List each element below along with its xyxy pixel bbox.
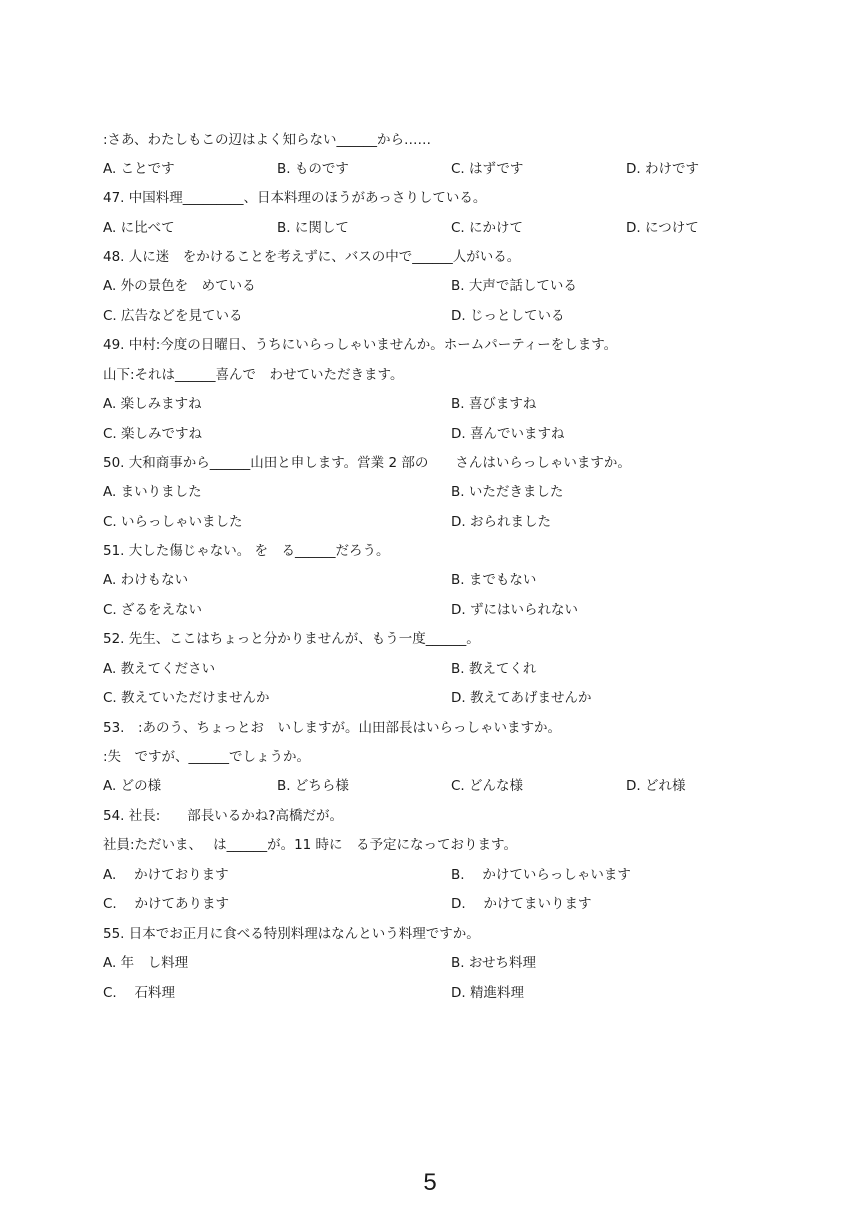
- q46-option-b: B. ものです: [277, 161, 349, 177]
- q47-option-b: B. に関して: [277, 220, 349, 236]
- q46-option-d: D. わけです: [626, 161, 699, 177]
- question-49-reply: 山下:それは______喜んで わせていただきます。: [103, 367, 404, 383]
- question-52: 52. 先生、ここはちょっと分かりませんが、もう一度______。: [103, 631, 480, 647]
- q46-option-c: C. はずです: [451, 161, 524, 177]
- q48-option-b: B. 大声で話している: [451, 278, 577, 294]
- q49-option-d: D. 喜んでいますね: [451, 426, 565, 442]
- q51-option-d: D. ずにはいられない: [451, 602, 578, 618]
- q55-option-a: A. 年 し料理: [103, 955, 189, 971]
- q49-option-a: A. 楽しみますね: [103, 396, 202, 412]
- q50-option-b: B. いただきました: [451, 484, 564, 500]
- q55-option-b: B. おせち料理: [451, 955, 536, 971]
- page-number: 5: [423, 1169, 437, 1196]
- q52-option-d: D. 教えてあげませんか: [451, 690, 592, 706]
- question-46-reply: :さあ、わたしもこの辺はよく知らない______から……: [103, 132, 432, 148]
- q54-option-d: D. かけてまいります: [451, 896, 592, 912]
- question-53: 53. :あのう、ちょっとお いしますが。山田部長はいらっしゃいますか。: [103, 720, 562, 736]
- question-51: 51. 大した傷じゃない。 を る______だろう。: [103, 543, 390, 559]
- q52-option-a: A. 教えてください: [103, 661, 216, 677]
- q48-option-c: C. 広告などを見ている: [103, 308, 243, 324]
- q48-option-d: D. じっとしている: [451, 308, 565, 324]
- q46-option-a: A. ことです: [103, 161, 175, 177]
- q51-option-b: B. までもない: [451, 572, 537, 588]
- q55-option-d: D. 精進料理: [451, 985, 524, 1001]
- q53-option-c: C. どんな様: [451, 778, 524, 794]
- question-53-reply: :失 ですが、______でしょうか。: [103, 749, 311, 765]
- question-54: 54. 社長: 部長いるかね?高橋だが。: [103, 808, 343, 824]
- question-54-reply: 社員:ただいま、 は______が。11 時に る予定になっております。: [103, 837, 517, 853]
- q47-option-c: C. にかけて: [451, 220, 524, 236]
- q49-option-c: C. 楽しみですね: [103, 426, 203, 442]
- question-48: 48. 人に迷 をかけることを考えずに、バスの中で______人がいる。: [103, 249, 521, 265]
- q52-option-c: C. 教えていただけませんか: [103, 690, 270, 706]
- question-49: 49. 中村:今度の日曜日、うちにいらっしゃいませんか。ホームパーティーをします。: [103, 337, 618, 353]
- question-50: 50. 大和商事から______山田と申します。営業 2 部の さんはいらっしゃいますか。: [103, 455, 631, 471]
- q52-option-b: B. 教えてくれ: [451, 661, 537, 677]
- q55-option-c: C. 石料理: [103, 985, 176, 1001]
- q48-option-a: A. 外の景色を めている: [103, 278, 256, 294]
- q53-option-d: D. どれ様: [626, 778, 686, 794]
- question-47: 47. 中国料理_________、日本料理のほうがあっさりしている。: [103, 190, 487, 206]
- q47-option-d: D. につけて: [626, 220, 699, 236]
- q53-option-b: B. どちら様: [277, 778, 349, 794]
- q50-option-c: C. いらっしゃいました: [103, 514, 243, 530]
- q49-option-b: B. 喜びますね: [451, 396, 537, 412]
- question-55: 55. 日本でお正月に食べる特別料理はなんという料理ですか。: [103, 926, 480, 942]
- q54-option-b: B. かけていらっしゃいます: [451, 867, 631, 883]
- q47-option-a: A. に比べて: [103, 220, 175, 236]
- q53-option-a: A. どの様: [103, 778, 162, 794]
- q54-option-a: A. かけております: [103, 867, 229, 883]
- q51-option-c: C. ざるをえない: [103, 602, 203, 618]
- q51-option-a: A. わけもない: [103, 572, 189, 588]
- q50-option-a: A. まいりました: [103, 484, 202, 500]
- q54-option-c: C. かけてあります: [103, 896, 230, 912]
- q50-option-d: D. おられました: [451, 514, 551, 530]
